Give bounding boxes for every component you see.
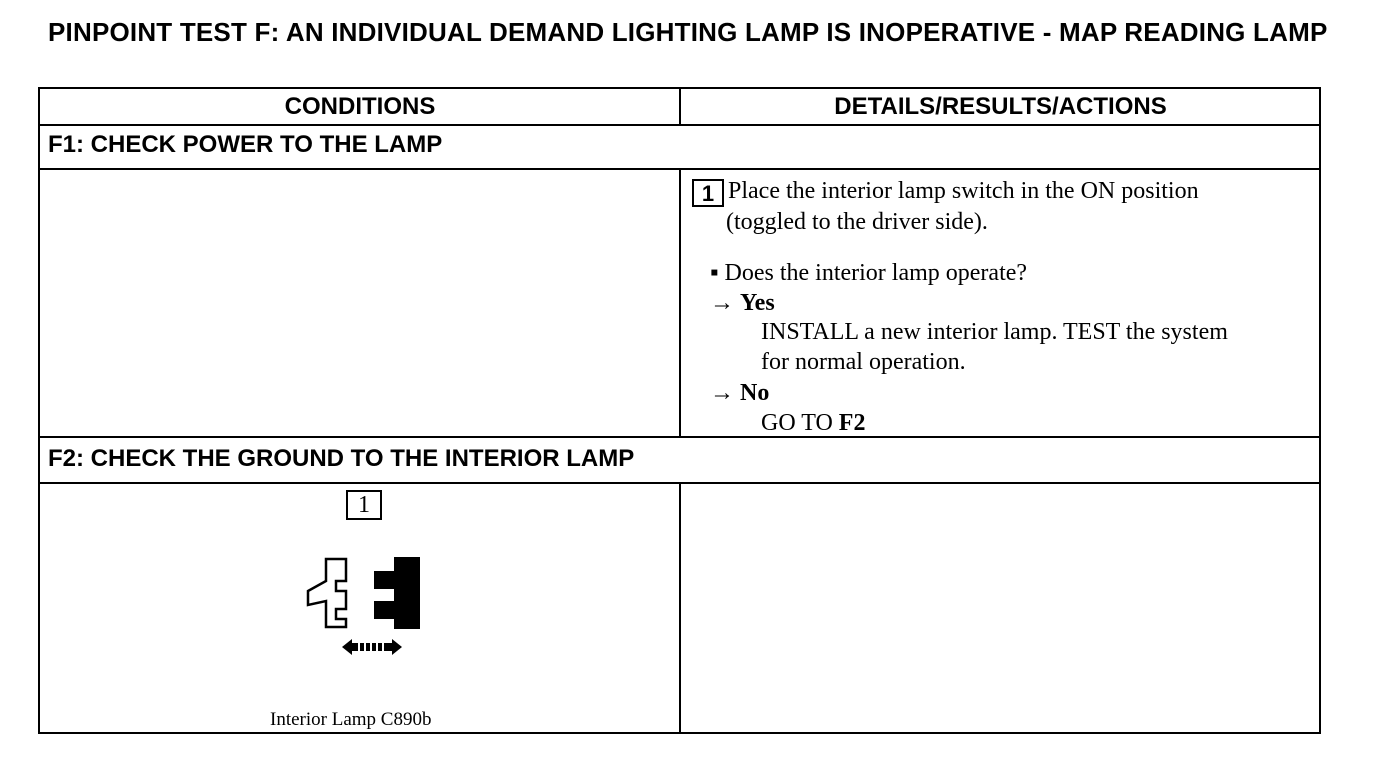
f1-heading: F1: CHECK POWER TO THE LAMP [48, 131, 443, 158]
f1-body-divider [40, 436, 1319, 438]
connector-disconnect-icon [302, 551, 432, 671]
yes-label: Yes [740, 290, 775, 316]
f1-no-action [761, 408, 865, 438]
f1-column-divider [679, 168, 681, 436]
f1-step-line1: Place the interior lamp switch in the ON position [728, 178, 1199, 204]
f1-step-number: 1 [692, 179, 724, 207]
f1-yes-action-line1: INSTALL a new interior lamp. TEST the system [761, 319, 1228, 345]
f1-question: ▪ Does the interior lamp operate? [710, 260, 1028, 286]
f1-no-line [710, 378, 769, 408]
f1-step-line2: (toggled to the driver side). [726, 209, 988, 235]
header-divider [40, 124, 1319, 126]
f2-heading: F2: CHECK THE GROUND TO THE INTERIOR LAMP [48, 445, 635, 472]
no-action-prefix: GO TO [761, 410, 839, 436]
f2-figure-caption: Interior Lamp C890b [270, 709, 432, 730]
yes-arrow-icon: → [710, 290, 734, 316]
page-title: PINPOINT TEST F: AN INDIVIDUAL DEMAND LIGHTING LAMP IS INOPERATIVE - MAP READING LAMP [48, 17, 1328, 47]
no-label: No [740, 380, 770, 406]
header-column-divider [679, 89, 681, 124]
no-action-target: F2 [838, 410, 866, 436]
f2-column-divider [679, 482, 681, 734]
f1-yes-line [710, 288, 775, 318]
no-arrow-icon: → [710, 380, 734, 406]
pinpoint-test-table [38, 87, 1321, 734]
f2-figure-step-number: 1 [346, 490, 382, 520]
details-header: DETAILS/RESULTS/ACTIONS [834, 93, 1167, 120]
f1-yes-action-line2: for normal operation. [761, 349, 966, 375]
conditions-header: CONDITIONS [284, 93, 436, 120]
